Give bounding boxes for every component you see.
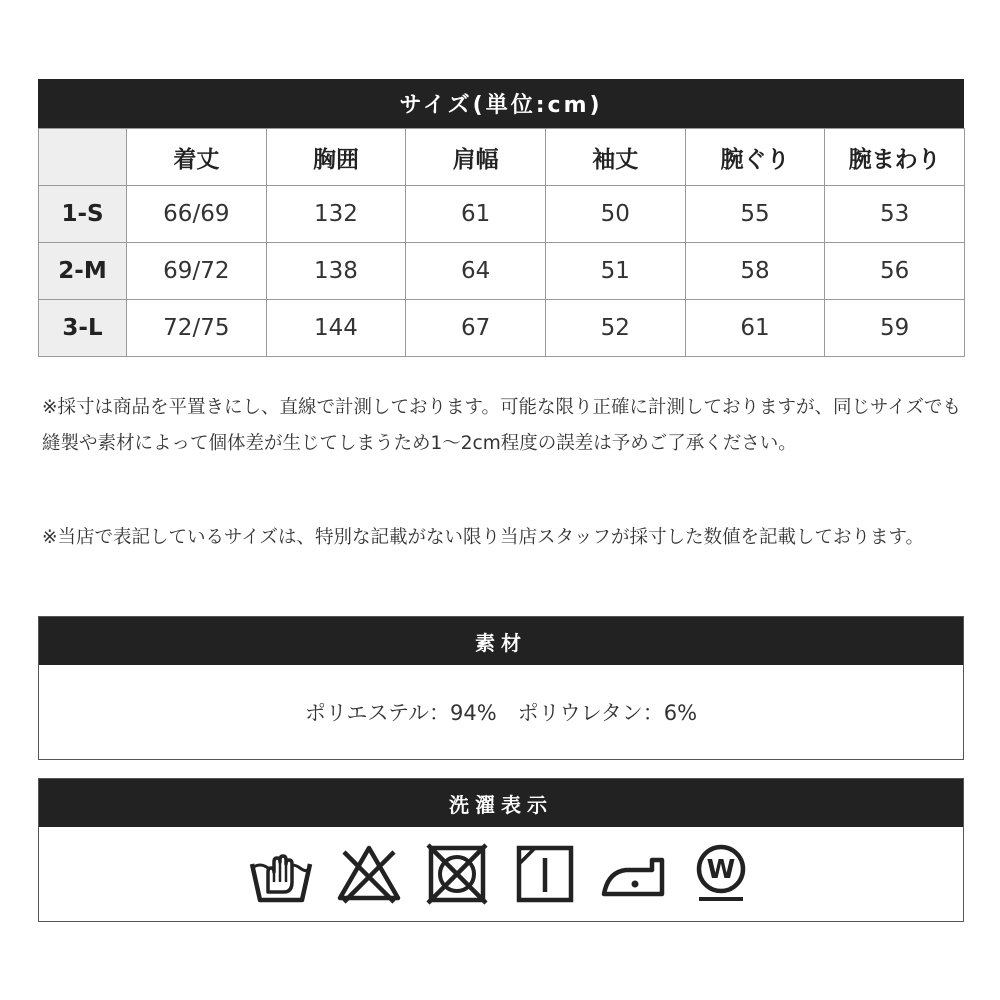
- table-cell: 59: [825, 300, 965, 357]
- table-cell: 64: [406, 243, 546, 300]
- hand-wash-icon: [248, 842, 314, 906]
- material-title: 素材: [39, 617, 963, 665]
- table-row: [39, 243, 965, 300]
- table-cell: 132: [266, 186, 406, 243]
- material-body: [39, 665, 963, 759]
- table-cell: 66/69: [127, 186, 267, 243]
- table-corner-cell: [39, 129, 127, 186]
- table-cell: 58: [685, 243, 825, 300]
- table-cell: 53: [825, 186, 965, 243]
- column-header: 着丈: [127, 129, 267, 186]
- table-cell: 61: [685, 300, 825, 357]
- table-cell: 72/75: [127, 300, 267, 357]
- table-cell: 56: [825, 243, 965, 300]
- size-table-title: サイズ(単位:cm): [38, 79, 964, 128]
- measurement-note: ※採寸は商品を平置きにし、直線で計測しております。可能な限り正確に計測しておりますが、同じサイズでも縫製や素材によって個体差が生じてしまうため1～2cm程度の誤差は予めご了承ください。: [42, 397, 962, 454]
- table-cell: 61: [406, 186, 546, 243]
- column-header: 肩幅: [406, 129, 546, 186]
- table-cell: 52: [545, 300, 685, 357]
- iron-low-temp-icon: [600, 842, 666, 906]
- table-cell: 51: [545, 243, 685, 300]
- table-cell: 138: [266, 243, 406, 300]
- size-table-section: [38, 79, 964, 357]
- wet-cleaning-letter: W: [706, 855, 736, 885]
- laundry-icons-row: [39, 827, 963, 921]
- size-label: 2-M: [39, 243, 127, 300]
- table-cell: 144: [266, 300, 406, 357]
- line-dry-shade-icon: [512, 842, 578, 906]
- size-notation-note: ※当店で表記しているサイズは、特別な記載がない限り当店スタッフが採寸した数値を記載しております。: [42, 527, 925, 548]
- size-table: [38, 128, 965, 357]
- size-table-header-row: [39, 129, 965, 186]
- table-cell: 69/72: [127, 243, 267, 300]
- column-header: 腕ぐり: [685, 129, 825, 186]
- material-composition: ポリエステル：94% ポリウレタン：6%: [304, 701, 698, 725]
- column-header: 胸囲: [266, 129, 406, 186]
- table-cell: 55: [685, 186, 825, 243]
- size-label: 3-L: [39, 300, 127, 357]
- size-label: 1-S: [39, 186, 127, 243]
- no-bleach-icon: [336, 842, 402, 906]
- table-row: [39, 300, 965, 357]
- no-tumble-dry-icon: [424, 842, 490, 906]
- table-cell: 50: [545, 186, 685, 243]
- laundry-section: [38, 778, 964, 922]
- column-header: 腕まわり: [825, 129, 965, 186]
- wet-cleaning-w-icon: [688, 842, 754, 906]
- laundry-title: 洗濯表示: [39, 779, 963, 827]
- column-header: 袖丈: [545, 129, 685, 186]
- table-cell: 67: [406, 300, 546, 357]
- material-section: [38, 616, 964, 760]
- table-row: [39, 186, 965, 243]
